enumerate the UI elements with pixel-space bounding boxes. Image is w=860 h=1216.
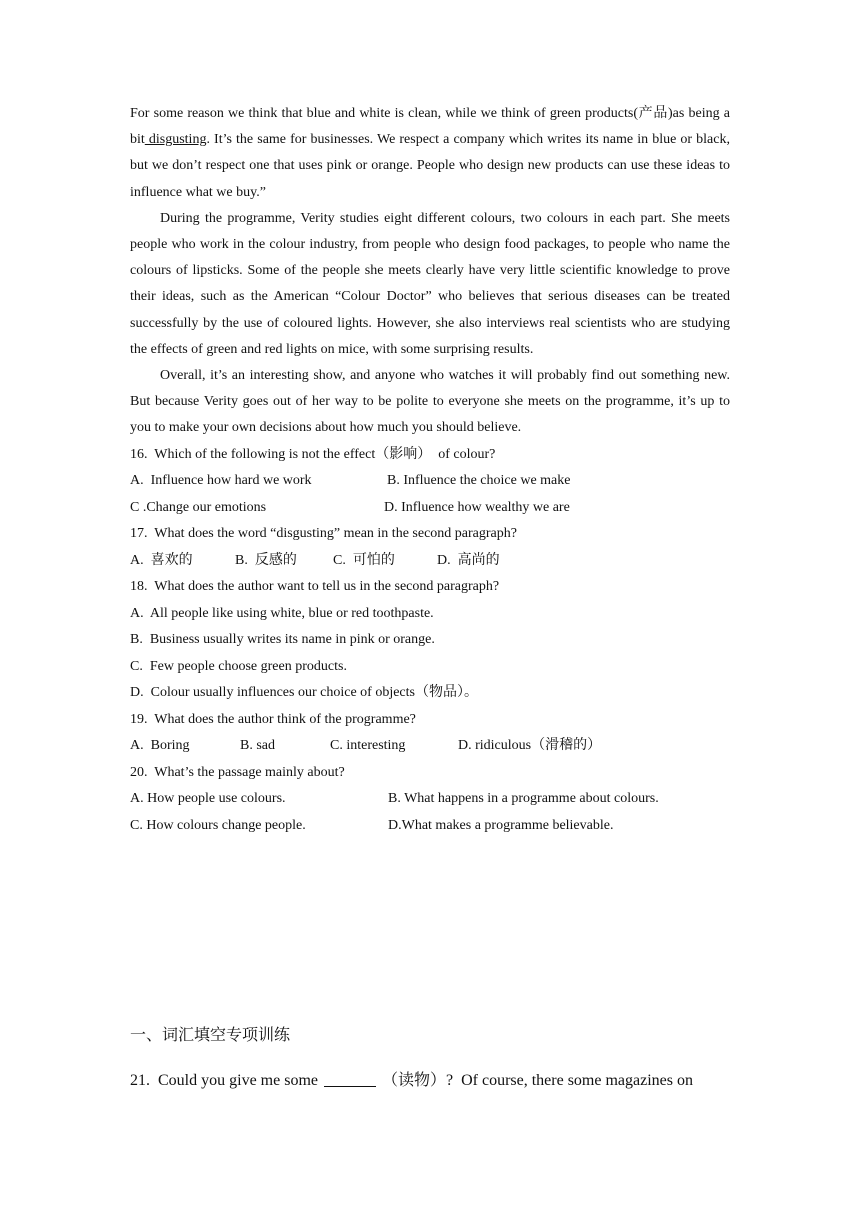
option-d: D. Influence how wealthy we are (384, 499, 570, 515)
question-20 (130, 760, 730, 840)
answer-blank[interactable] (324, 1070, 376, 1087)
option-b: B. What happens in a programme about colours. (388, 791, 659, 807)
question-stem: 20. What’s the passage mainly about? (130, 764, 345, 780)
question-stem: 19. What does the author think of the programme? (130, 711, 416, 727)
paragraph-1: For some reason we think that blue and white is clean, while we think of green products(产品)as being a bit disgusting. It’s the same for businesses. We respect a company which writes its name in blue or black, but we don’t respect one that uses pink or orange. People who design new products can use these ideas to influence what we buy.” (130, 106, 730, 200)
option-c: C. 可怕的 (333, 552, 395, 568)
option-d: D. Colour usually influences our choice of objects（物品）。 (130, 685, 478, 701)
option-a: A. Influence how hard we work (130, 473, 312, 489)
reading-passage (130, 101, 730, 839)
option-b: B. Business usually writes its name in pink or orange. (130, 632, 435, 648)
option-a: A. How people use colours. (130, 791, 286, 807)
option-b: B. 反感的 (235, 552, 297, 568)
option-b: B. Influence the choice we make (387, 473, 571, 489)
option-a: A. Boring (130, 738, 190, 754)
question-text-after: （读物）? Of course, there some magazines on (381, 1072, 694, 1089)
question-18 (130, 574, 730, 707)
paragraph-3: Overall, it’s an interesting show, and anyone who watches it will probably find out something new. But because Verity goes out of her way to be polite to everyone she meets on the programme, it’s up to you to make your own decisions about how much you should believe. (130, 368, 730, 436)
question-17 (130, 521, 730, 574)
option-c: C. Few people choose green products. (130, 658, 347, 674)
option-c: C. interesting (330, 738, 406, 754)
underlined-word: disgusting (144, 132, 207, 148)
option-d: D.What makes a programme believable. (388, 817, 614, 833)
option-d: D. 高尚的 (437, 552, 500, 568)
option-d: D. ridiculous（滑稽的） (458, 738, 602, 754)
question-stem: 16. Which of the following is not the effect（影响） of colour? (130, 446, 496, 462)
question-text-before: 21. Could you give me some (130, 1072, 318, 1089)
question-stem: 18. What does the author want to tell us in the second paragraph? (130, 579, 500, 595)
question-16 (130, 442, 730, 522)
question-stem: 17. What does the word “disgusting” mean in the second paragraph? (130, 526, 517, 542)
option-c: C. How colours change people. (130, 817, 306, 833)
section-heading: 一、词汇填空专项训练 (130, 1027, 291, 1044)
option-a: A. 喜欢的 (130, 552, 193, 568)
option-b: B. sad (240, 738, 275, 754)
option-a: A. All people like using white, blue or red toothpaste. (130, 605, 434, 621)
question-21 (130, 1068, 730, 1094)
question-19 (130, 707, 730, 760)
paragraph-2: During the programme, Verity studies eight different colours, two colours in each part. She meets people who work in the colour industry, from people who design food packages, to people who name the colours of lipsticks. Some of the people she meets clearly have very little scientific knowledge to prove their ideas, such as the American “Colour Doctor” who believes that serious diseases can be treated successfully by the use of coloured lights. However, she also interviews real scientists who are studying the effects of green and red lights on mice, with some surprising results. (130, 210, 730, 357)
option-c: C .Change our emotions (130, 499, 267, 515)
